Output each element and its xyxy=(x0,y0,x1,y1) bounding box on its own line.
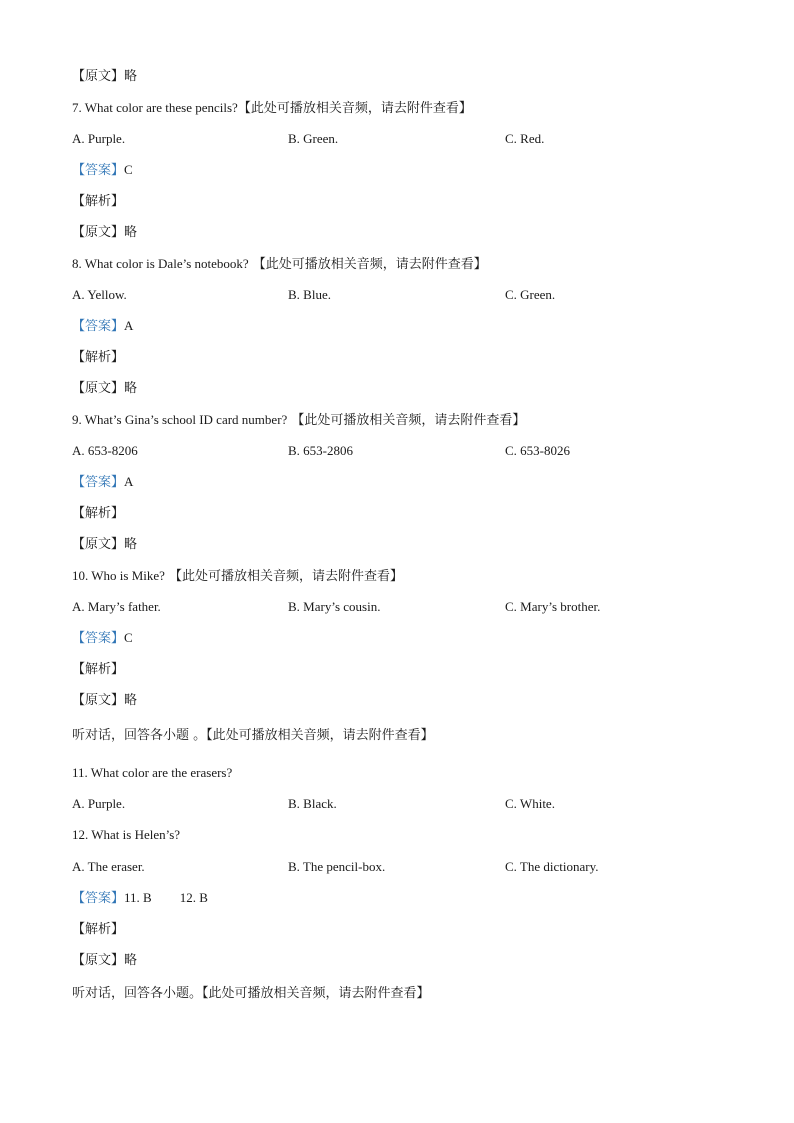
answer-label: 【答案】 xyxy=(72,319,125,334)
answer-line xyxy=(72,629,133,648)
label-line xyxy=(72,223,137,242)
section-value: 略 xyxy=(124,225,138,240)
audio-note: 【此处可播放相关音频，请去附件查看】 xyxy=(237,101,472,116)
choice-a: A. Yellow. xyxy=(72,287,127,302)
section-label: 【原文】 xyxy=(72,953,125,968)
question-line xyxy=(72,411,525,430)
section-label: 【解析】 xyxy=(72,194,125,209)
choice-c: C. Green. xyxy=(505,287,556,302)
label-line xyxy=(72,691,137,710)
instruction-text: 听对话，回答各小题 。【此处可播放相关音频，请去附件查看】 xyxy=(72,728,434,743)
section-value: 略 xyxy=(124,69,138,84)
section-label: 【原文】 xyxy=(72,537,125,552)
choice-a: A. Purple. xyxy=(72,796,126,811)
choice-c: C. 653-8026 xyxy=(505,443,570,458)
plain-line xyxy=(72,984,430,1003)
audio-note: 【此处可播放相关音频，请去附件查看】 xyxy=(248,257,487,272)
label-line xyxy=(72,920,124,939)
choice-b: B. Mary’s cousin. xyxy=(288,599,381,614)
choice-row xyxy=(72,130,732,148)
choice-c: C. The dictionary. xyxy=(505,859,599,874)
question-text: 11. What color are the erasers? xyxy=(72,765,233,780)
choice-c: C. White. xyxy=(505,796,555,811)
choice-row xyxy=(72,442,732,460)
section-label: 【解析】 xyxy=(72,662,125,677)
label-line xyxy=(72,348,124,367)
choice-b: B. Green. xyxy=(288,131,339,146)
choice-b: B. Blue. xyxy=(288,287,331,302)
question-line xyxy=(72,826,180,844)
answer-value: C xyxy=(124,162,133,177)
choice-a: A. Mary’s father. xyxy=(72,599,161,614)
section-value: 略 xyxy=(124,381,138,396)
question-text: 9. What’s Gina’s school ID card number? xyxy=(72,412,288,427)
answer-line xyxy=(72,161,133,180)
answer-value: 11. B xyxy=(124,890,152,905)
section-value: 略 xyxy=(124,537,138,552)
question-line xyxy=(72,567,403,586)
label-line xyxy=(72,660,124,679)
choice-row xyxy=(72,286,732,304)
audio-note: 【此处可播放相关音频，请去附件查看】 xyxy=(164,569,404,584)
answer-line xyxy=(72,317,133,336)
choice-a: A. 653-8206 xyxy=(72,443,138,458)
answer-value: A xyxy=(124,318,134,333)
question-text: 7. What color are these pencils? xyxy=(72,100,238,115)
choice-row xyxy=(72,858,732,876)
choice-b: B. The pencil-box. xyxy=(288,859,386,874)
choice-row xyxy=(72,598,732,616)
choice-a: A. The eraser. xyxy=(72,859,145,874)
audio-note: 【此处可播放相关音频，请去附件查看】 xyxy=(287,413,526,428)
instruction-text: 听对话，回答各小题。【此处可播放相关音频，请去附件查看】 xyxy=(72,986,430,1001)
answer-value: 12. B xyxy=(179,890,208,905)
answer-label: 【答案】 xyxy=(72,631,125,646)
answer-label: 【答案】 xyxy=(72,163,125,178)
choice-c: C. Mary’s brother. xyxy=(505,599,601,614)
answer2-line xyxy=(72,889,208,908)
question-line xyxy=(72,99,472,118)
answer-label: 【答案】 xyxy=(72,891,125,906)
choice-b: B. Black. xyxy=(288,796,337,811)
plain-line xyxy=(72,726,434,745)
answer-line xyxy=(72,473,133,492)
answer-label: 【答案】 xyxy=(72,475,125,490)
section-value: 略 xyxy=(124,953,138,968)
label-line xyxy=(72,504,124,523)
answer-value: A xyxy=(124,474,134,489)
question-text: 10. Who is Mike? xyxy=(72,568,165,583)
section-label: 【解析】 xyxy=(72,922,125,937)
label-line xyxy=(72,535,137,554)
section-label: 【原文】 xyxy=(72,381,125,396)
choice-b: B. 653-2806 xyxy=(288,443,353,458)
choice-c: C. Red. xyxy=(505,131,545,146)
answer-value: C xyxy=(124,630,133,645)
label-line xyxy=(72,379,137,398)
label-line xyxy=(72,192,124,211)
label-line xyxy=(72,67,137,86)
question-line xyxy=(72,764,232,782)
section-label: 【原文】 xyxy=(72,225,125,240)
choice-a: A. Purple. xyxy=(72,131,126,146)
label-line xyxy=(72,951,137,970)
section-label: 【原文】 xyxy=(72,693,125,708)
choice-row xyxy=(72,795,732,813)
question-text: 12. What is Helen’s? xyxy=(72,827,181,842)
section-label: 【原文】 xyxy=(72,69,125,84)
section-value: 略 xyxy=(124,693,138,708)
question-text: 8. What color is Dale’s notebook? xyxy=(72,256,249,271)
section-label: 【解析】 xyxy=(72,506,125,521)
question-line xyxy=(72,255,487,274)
section-label: 【解析】 xyxy=(72,350,125,365)
